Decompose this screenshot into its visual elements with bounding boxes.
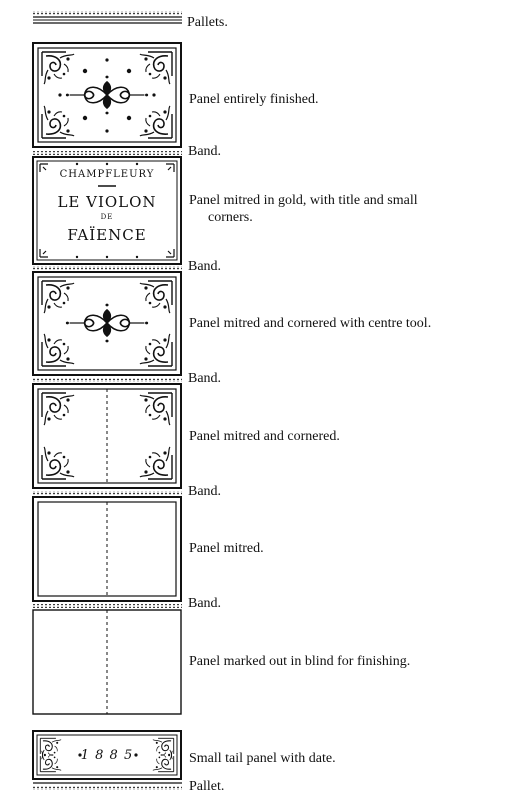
panel-centre-tool (33, 272, 181, 375)
label-band-5: Band. (188, 596, 222, 611)
label-panel-blind: Panel marked out in blind for finishing. (189, 654, 411, 669)
title-author: CHAMPFLEURY (59, 169, 155, 180)
label-band-1: Band. (188, 144, 222, 159)
pallet-top-strip (33, 11, 182, 23)
title-line-3: FAÏENCE (67, 226, 147, 244)
label-pallets-top: Pallets. (187, 15, 228, 30)
panel-finished (33, 43, 181, 147)
title-line-1: LE VIOLON (57, 193, 157, 211)
label-band-4: Band. (188, 484, 222, 499)
pallet-bottom-strip (33, 783, 182, 790)
panel-blind (33, 610, 181, 714)
band-strip-2 (33, 266, 182, 270)
title-line-2: DE (100, 213, 114, 221)
band-strip-5 (33, 604, 182, 608)
label-panel-mitred: Panel mitred. (189, 541, 264, 556)
label-band-2: Band. (188, 259, 222, 274)
band-strip-1 (33, 151, 182, 155)
label-band-3: Band. (188, 371, 222, 386)
band-strip-3 (33, 378, 182, 382)
label-panel-cornered: Panel mitred and cornered. (189, 429, 340, 444)
label-panel-centre-tool: Panel mitred and cornered with centre tool. (189, 316, 432, 331)
label-pallet-bottom: Pallet. (189, 779, 225, 794)
panel-cornered (33, 384, 181, 488)
band-strip-4 (33, 491, 182, 495)
label-panel-title-2: corners. (208, 210, 253, 225)
panel-mitred (33, 497, 181, 601)
label-tail-panel: Small tail panel with date. (189, 751, 336, 766)
tail-date: 1 8 8 5 (80, 748, 134, 763)
label-panel-finished: Panel entirely finished. (189, 92, 319, 107)
label-panel-title-1: Panel mitred in gold, with title and small (189, 193, 418, 208)
